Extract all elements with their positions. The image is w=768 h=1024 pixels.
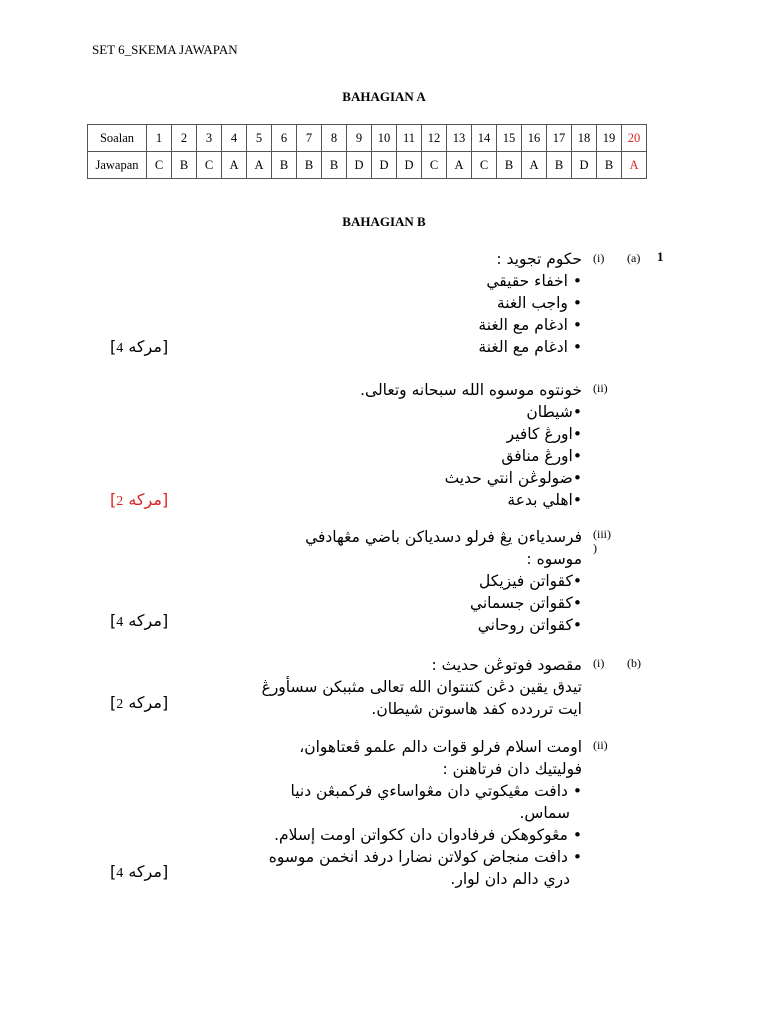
document-header: SET 6_SKEMA JAWAPAN [92,42,238,57]
question-number: 8 [322,125,347,152]
question-number: 17 [547,125,572,152]
answer-cell: B [172,152,197,179]
table-row-jawapan [88,152,647,179]
item-label: (ii) [593,381,608,395]
marks-word: مركه [128,490,162,509]
item-label-text: ) [593,541,597,555]
marks-number: 2 [116,697,124,712]
answer-cell: A [622,152,647,179]
answer-cell: D [572,152,597,179]
answer-cell: A [222,152,247,179]
marks-label: [ مركه 2 ] [110,490,169,509]
answer-line: موسوه : [526,550,582,568]
answer-line: •كقواتن فيزيكل [479,572,582,590]
question-number: 20 [622,125,647,152]
answer-line: ايت ترردده كفد هاسوتن شيطان. [371,700,582,718]
answer-line: • ادغام مع الغنة [478,316,582,334]
answer-line: مقصود فوتوڠن حديث : [431,656,582,674]
question-number: 7 [297,125,322,152]
question-number-1: 1 [657,249,664,264]
marks-word: مركه [128,611,162,630]
question-number: 6 [272,125,297,152]
answer-cell: A [447,152,472,179]
answer-line: اومت اسلام فرلو قوات دالم علمو ڤعتاهوان، [299,738,582,756]
table-row-soalan [88,125,647,152]
section-title-a: BAHAGIAN A [342,89,426,104]
answer-line: سماس. [519,804,570,822]
answer-line: •ضولوڠن انتي حديث [444,469,582,487]
question-number: 12 [422,125,447,152]
row-label: Soalan [88,125,147,152]
question-number: 1 [147,125,172,152]
marks-label: [ مركه 4 ] [110,862,169,881]
answer-line: •اورڠ كافير [506,425,582,443]
marks-word: مركه [128,862,162,881]
answer-line: •شيطان [526,403,582,421]
marks-word: مركه [128,337,162,356]
question-number: 9 [347,125,372,152]
question-number: 10 [372,125,397,152]
answer-line: فرسدياءن يڠ فرلو دسدياكن باضي مڠهادفي [305,528,582,546]
question-number: 15 [497,125,522,152]
marks-number: 4 [116,341,124,356]
answer-line: خونتوه موسوه الله سبحانه وتعالى. [360,381,582,399]
question-number: 2 [172,125,197,152]
answer-cell: D [372,152,397,179]
marks-number: 4 [116,866,124,881]
answer-cell: B [272,152,297,179]
answer-cell: B [322,152,347,179]
answer-line: • مڠوكوهكن فرفادوان دان ككواتن اومت إسلام. [274,826,582,844]
answer-cell: C [197,152,222,179]
answer-cell: B [597,152,622,179]
marks-label: [ مركه 2 ] [110,693,169,712]
answer-cell: D [397,152,422,179]
marks-number: 2 [116,494,124,509]
item-label: (i) [593,656,605,670]
answer-line: • اخفاء حقيقي [486,272,582,290]
question-number: 3 [197,125,222,152]
answer-line: •كقواتن جسماني [469,594,582,612]
answer-line: حكوم تجويد : [496,250,582,268]
answer-line: تيدق يقين دڠن كتنتوان الله تعالى مثببكن سسأورڠ [261,678,582,696]
item-label [593,527,611,555]
question-number: 14 [472,125,497,152]
question-number: 4 [222,125,247,152]
answer-cell: A [522,152,547,179]
answer-line: •اورڠ منافق [501,447,582,465]
answer-cell: C [147,152,172,179]
answer-line: فوليتيك دان فرتاهنن : [442,760,582,778]
answer-cell: D [347,152,372,179]
answer-cell: B [547,152,572,179]
marks-word: مركه [128,693,162,712]
item-label-text: (iii) [593,527,611,541]
answer-table [87,124,647,179]
part-label-b: (b) [627,656,641,670]
answer-block [182,526,582,636]
marks-number: 4 [116,615,124,630]
answer-block [182,248,582,358]
row-label: Jawapan [88,152,147,179]
answer-line: • ادغام مع الغنة [478,338,582,356]
question-number: 16 [522,125,547,152]
answer-cell: B [297,152,322,179]
section-title-b: BAHAGIAN B [342,214,426,229]
answer-line: •اهلي بدعة [507,491,582,509]
answer-line: •كقواتن روحاني [477,616,582,634]
question-number: 19 [597,125,622,152]
item-label: (ii) [593,738,608,752]
answer-block [182,654,582,720]
answer-line: دري دالم دان لوار. [450,870,570,888]
answer-line: • واجب الغنة [496,294,582,312]
answer-cell: A [247,152,272,179]
answer-line: • دافت مڠيكوتي دان مڠواساءي فركمبڠن دنيا [290,782,582,800]
answer-cell: B [497,152,522,179]
question-number: 5 [247,125,272,152]
answer-cell: C [422,152,447,179]
question-number: 11 [397,125,422,152]
answer-line: • دافت منجاض كولاتن نضارا درفد انخمن موسوه [268,848,582,866]
marks-label: [ مركه 4 ] [110,337,169,356]
answer-cell: C [472,152,497,179]
question-number: 13 [447,125,472,152]
item-label: (i) [593,251,605,265]
part-label-a: (a) [627,251,641,265]
answer-block [182,736,582,890]
marks-label: [ مركه 4 ] [110,611,169,630]
answer-block [182,379,582,511]
question-number: 18 [572,125,597,152]
